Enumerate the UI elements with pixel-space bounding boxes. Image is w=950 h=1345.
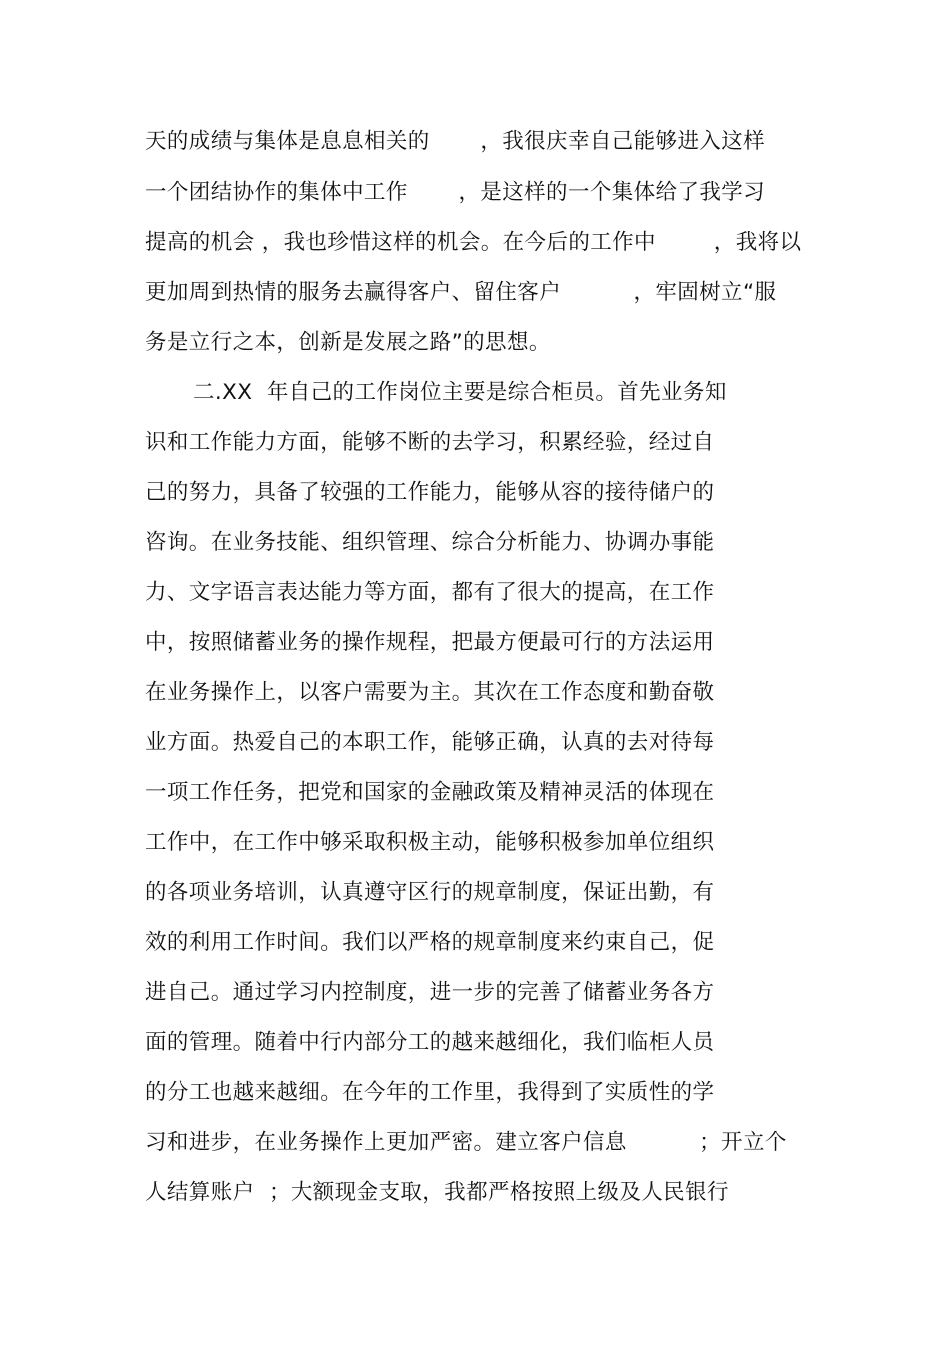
text-line: 人结算账户 ；大额现金支取，我都严格按照上级及人民银行 <box>145 1180 729 1205</box>
text-line: 力、文字语言表达能力等方面，都有了很大的提高，在工作 <box>145 580 715 605</box>
text-line: 识和工作能力方面，能够不断的去学习，积累经验，经过自 <box>145 430 715 455</box>
text-line: 效的利用工作时间。我们以严格的规章制度来约束自己，促 <box>145 930 715 955</box>
text-line: 己的努力，具备了较强的工作能力，能够从容的接待储户的 <box>145 480 715 505</box>
text-line: 一项工作任务，把党和国家的金融政策及精神灵活的体现在 <box>145 780 715 805</box>
paragraph-start-line: 二.XX 年自己的工作岗位主要是综合柜员。首先业务知 <box>193 380 727 405</box>
text-line: 进自己。通过学习内控制度，进一步的完善了储蓄业务各方 <box>145 980 715 1005</box>
text-line: 天的成绩与集体是息息相关的 ，我很庆幸自己能够进入这样 <box>145 129 766 154</box>
text-line: 一个团结协作的集体中工作 ，是这样的一个集体给了我学习 <box>145 180 766 205</box>
text-line: 工作中，在工作中够采取积极主动，能够积极参加单位组织 <box>145 830 715 855</box>
text-line: 面的管理。随着中行内部分工的越来越细化，我们临柜人员 <box>145 1030 715 1055</box>
text-line: 更加周到热情的服务去赢得客户、留住客户 ，牢固树立“服 <box>145 280 777 305</box>
text-line: 在业务操作上，以客户需要为主。其次在工作态度和勤奋敬 <box>145 680 715 705</box>
text-line: 的各项业务培训，认真遵守区行的规章制度，保证出勤，有 <box>145 880 715 905</box>
text-line: 习和进步，在业务操作上更加严密。建立客户信息 ；开立个 <box>145 1130 787 1155</box>
text-line: 业方面。热爱自己的本职工作，能够正确，认真的去对待每 <box>145 730 715 755</box>
text-line: 务是立行之本，创新是发展之路”的思想。 <box>145 330 551 355</box>
text-line: 提高的机会 ，我也珍惜这样的机会。在今后的工作中 ，我将以 <box>145 230 802 255</box>
text-line: 中，按照储蓄业务的操作规程，把最方便最可行的方法运用 <box>145 630 715 655</box>
text-line: 的分工也越来越细。在今年的工作里，我得到了实质性的学 <box>145 1080 715 1105</box>
text-line: 咨询。在业务技能、组织管理、综合分析能力、协调办事能 <box>145 530 715 555</box>
